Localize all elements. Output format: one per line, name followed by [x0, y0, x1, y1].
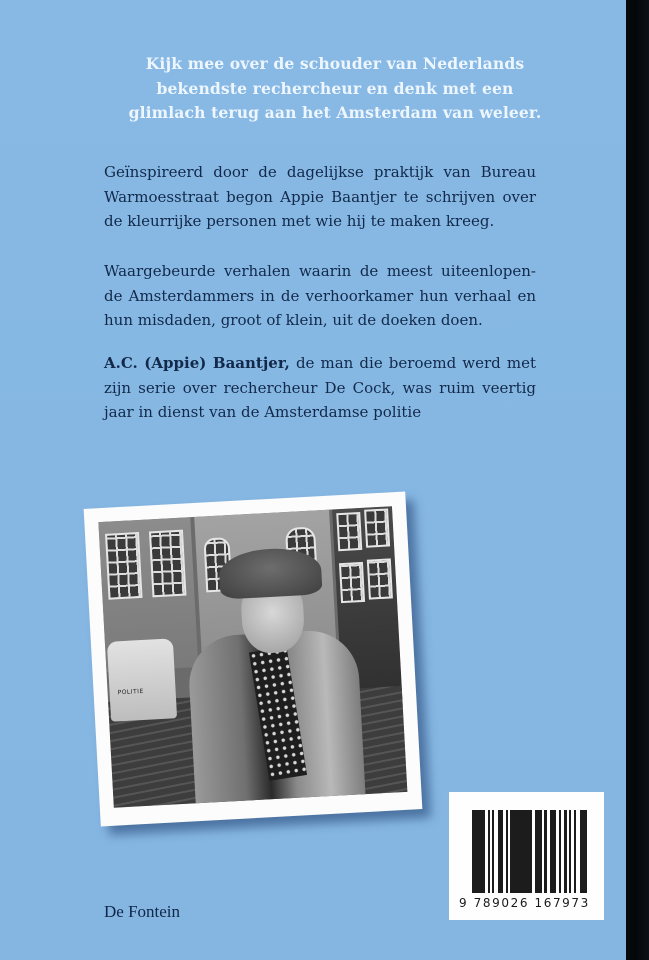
blurb-line: Warmoesstraat begon Appie Baantjer te schrijven over [104, 187, 536, 206]
author-name: A.C. (Appie) Baantjer, [104, 354, 290, 372]
blurb-line [104, 351, 536, 376]
blurb-line: Geïnspireerd door de dagelijkse praktijk van Bureau [104, 163, 536, 181]
barcode-bars [472, 810, 587, 893]
blurb-paragraph-2 [104, 259, 536, 333]
isbn-digits: 9 789026 167973 [459, 896, 590, 910]
window [364, 508, 390, 547]
window [367, 558, 393, 599]
blurb-paragraph-1 [104, 160, 536, 234]
blurb-line: hun misdaden, groot of klein, uit de doeken doen. [104, 311, 483, 329]
police-car [107, 638, 177, 721]
blurb-text: de man die beroemd werd met [289, 354, 536, 372]
blurb-line: zijn serie over rechercheur De Cock, was ruim veertig [104, 378, 536, 397]
car-label: POLITIE [117, 687, 144, 697]
author-bio-paragraph [104, 351, 536, 425]
blurb-line: de kleurrijke personen met wie hij te maken kreeg. [104, 212, 495, 230]
author-photo-frame [84, 492, 423, 827]
window [336, 512, 362, 551]
tagline [100, 52, 570, 126]
tagline-line: Kijk mee over de schouder van Nederlands [145, 54, 525, 73]
book-spine [626, 0, 649, 960]
blurb-line: jaar in dienst van de Amsterdamse politie [104, 403, 422, 421]
isbn-barcode [449, 792, 604, 920]
publisher-name: De Fontein [104, 902, 181, 921]
blurb-line: de Amsterdammers in de verhoorkamer hun verhaal en [104, 286, 536, 305]
author-photo [98, 506, 407, 807]
window [339, 562, 365, 603]
tagline-line: glimlach terug aan het Amsterdam van weleer. [128, 103, 542, 122]
blurb-line: Waargebeurde verhalen waarin de meest uiteenlopen- [104, 262, 536, 280]
tagline-line: bekendste rechercheur en denk met een [156, 78, 514, 98]
window [105, 532, 143, 600]
window [149, 530, 187, 598]
